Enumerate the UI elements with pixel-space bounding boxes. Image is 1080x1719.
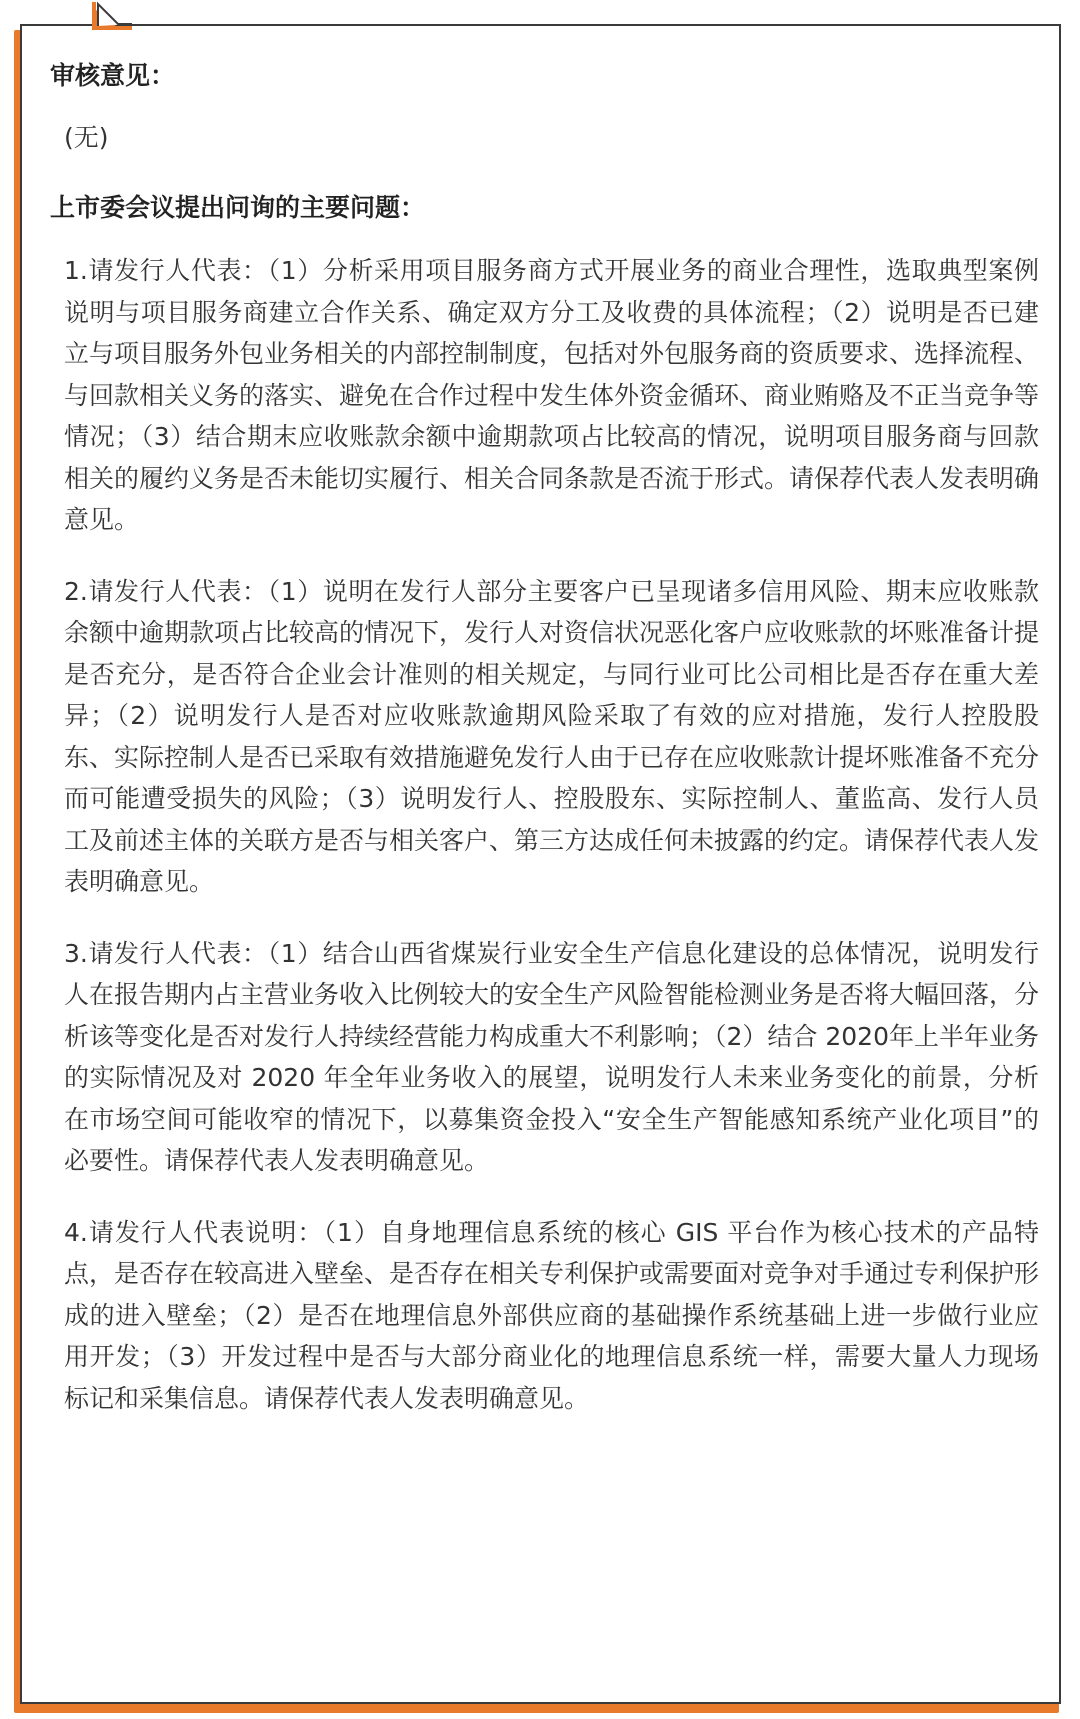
question-item-2: 2.请发行人代表：（1）说明在发行人部分主要客户已呈现诸多信用风险、期末应收账款余额中逾期款项占比较高的情况下，发行人对资信状况恶化客户应收账款的坏账准备计提是否充分，是否符合企业会计准则的相关规定，与同行业可比公司相比是否存在重大差异；（2）说明发行人是否对应收账款逾期风险采取了有效的应对措施，发行人控股股东、实际控制人是否已采取有效措施避免发行人由于已存在应收账款计提坏账准备不充分而可能遭受损失的风险；（3）说明发行人、控股股东、实际控制人、董监高、发行人员工及前述主体的关联方是否与相关客户、第三方达成任何未披露的约定。请保荐代表人发表明确意见。	[64, 576, 1040, 896]
question-item-3: 3.请发行人代表：（1）结合山西省煤炭行业安全生产信息化建设的总体情况，说明发行人在报告期内占主营业务收入比例较大的安全生产风险智能检测业务是否将大幅回落，分析该等变化是否对发行人持续经营能力构成重大不利影响；（2）结合 2020年上半年业务的实际情况及对 2020 年全年业务收入的展望，说明发行人未来业务变化的前景，分析在市场空间可能收窄的情况下，以募集资金投入“安全生产智能感知系统产业化项目”的必要性。请保荐代表人发表明确意见。	[64, 938, 1040, 1175]
review-opinion-text: (无)	[64, 123, 109, 152]
question-item-4: 4.请发行人代表说明：（1）自身地理信息系统的核心 GIS 平台作为核心技术的产品特点，是否存在较高进入壁垒、是否存在相关专利保护或需要面对竞争对手通过专利保护形成的进入壁垒；（2）是否在地理信息外部供应商的基础操作系统基础上进一步做行业应用开发；（3）开发过程中是否与大部分商业化的地理信息系统一样，需要大量人力现场标记和采集信息。请保荐代表人发表明确意见。	[64, 1217, 1040, 1413]
document-content	[50, 48, 1040, 1419]
question-item-1: 1.请发行人代表：（1）分析采用项目服务商方式开展业务的商业合理性，选取典型案例说明与项目服务商建立合作关系、确定双方分工及收费的具体流程；（2）说明是否已建立与项目服务外包业务相关的内部控制制度，包括对外包服务商的资质要求、选择流程、与回款相关义务的落实、避免在合作过程中发生体外资金循环、商业贿赂及不正当竞争等情况；（3）结合期末应收账款余额中逾期款项占比较高的情况，说明项目服务商与回款相关的履约义务是否未能切实履行、相关合同条款是否流于形式。请保荐代表人发表明确意见。	[64, 256, 1040, 534]
review-opinion-heading: 审核意见：	[50, 61, 176, 90]
questions-heading: 上市委会议提出问询的主要问题：	[50, 193, 426, 222]
